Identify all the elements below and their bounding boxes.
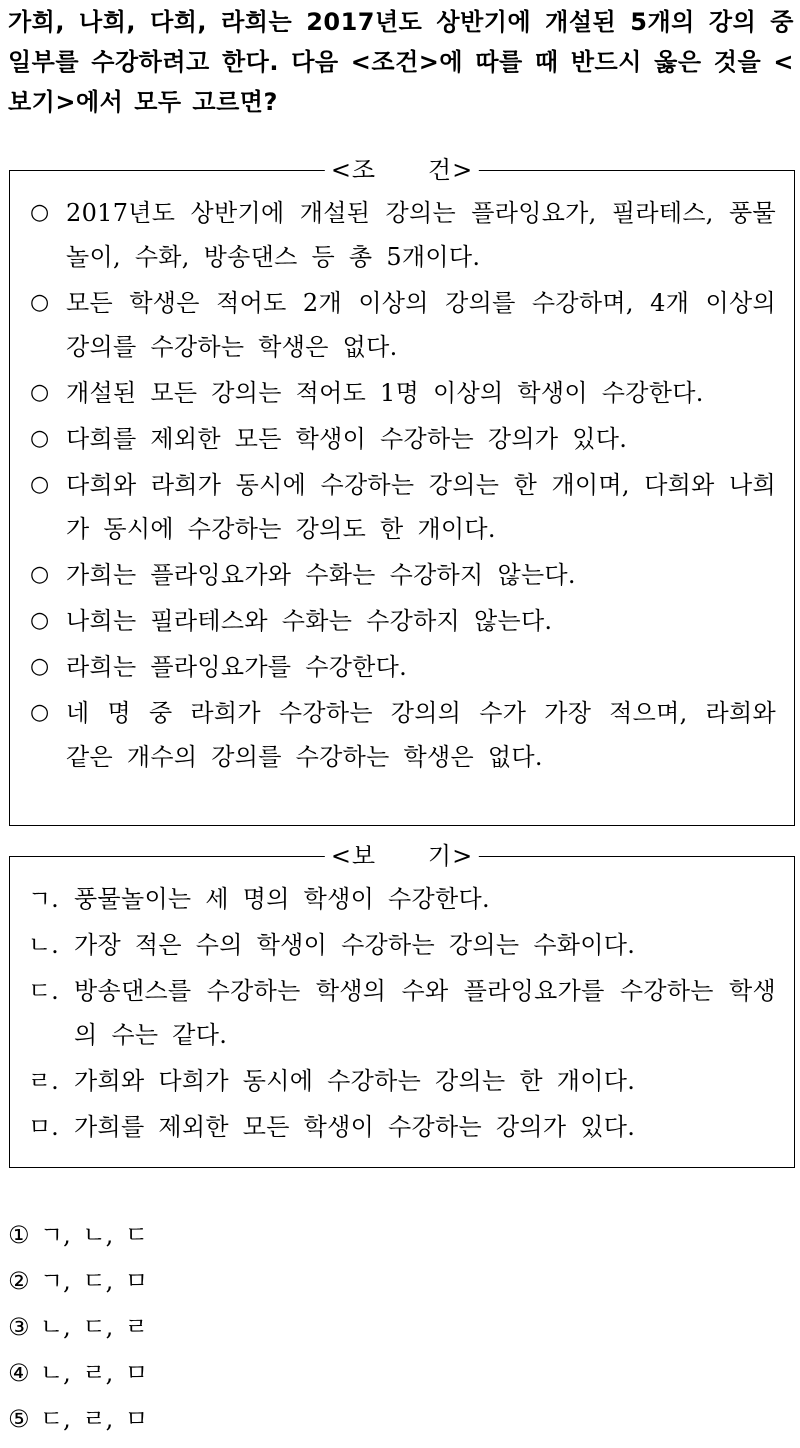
circle-bullet-icon: ○ [30,426,50,451]
circle-bullet-icon: ○ [30,200,50,225]
condition-item [10,463,794,551]
answer-choice-3[interactable] [8,1304,148,1350]
condition-text: 모든 학생은 적어도 2개 이상의 강의를 수강하며, 4개 이상의 강의를 수강하는 학생은 없다. [66,289,776,361]
circle-bullet-icon: ○ [30,472,50,497]
view-item [10,923,794,967]
circle-bullet-icon: ○ [30,290,50,315]
view-item-mark: ㄴ. [28,931,59,959]
view-item [10,877,794,921]
view-item-text: 가희를 제외한 모든 학생이 수강하는 강의가 있다. [74,1113,636,1141]
question-text: 가희, 나희, 다희, 라희는 2017년도 상반기에 개설된 5개의 강의 중 일부를 수강하려고 한다. 다음 <조건>에 따를 때 반드시 옳은 것을 <보기>에서 모두 고르면? [8,8,794,116]
view-title: <보 기> [325,842,479,870]
circle-bullet-icon: ○ [30,562,50,587]
conditions-list [10,191,794,781]
view-item-mark: ㄱ. [28,885,59,913]
choice-text: ㄷ, ㄹ, ㅁ [40,1405,149,1433]
choice-number: ④ [8,1359,30,1387]
condition-item [10,691,794,779]
condition-text: 2017년도 상반기에 개설된 강의는 플라잉요가, 필라테스, 풍물놀이, 수화, 방송댄스 등 총 5개이다. [66,199,776,271]
condition-item [10,191,794,279]
conditions-title: <조 건> [325,156,479,184]
conditions-box [9,156,795,826]
condition-item [10,599,794,643]
view-item [10,969,794,1057]
choice-number: ⑤ [8,1405,30,1433]
answer-choice-4[interactable] [8,1350,148,1396]
answer-choice-2[interactable] [8,1258,148,1304]
answer-choices [8,1212,148,1442]
view-list [10,877,794,1151]
condition-text: 다희와 라희가 동시에 수강하는 강의는 한 개이며, 다희와 나희가 동시에 수강하는 강의도 한 개이다. [66,471,776,543]
choice-number: ② [8,1267,30,1295]
view-item [10,1059,794,1103]
view-item-mark: ㄷ. [28,977,59,1005]
view-item-text: 방송댄스를 수강하는 학생의 수와 플라잉요가를 수강하는 학생의 수는 같다. [74,977,776,1049]
circle-bullet-icon: ○ [30,700,50,725]
condition-text: 개설된 모든 강의는 적어도 1명 이상의 학생이 수강한다. [66,379,704,407]
condition-text: 네 명 중 라희가 수강하는 강의의 수가 가장 적으며, 라희와 같은 개수의 강의를 수강하는 학생은 없다. [66,699,776,771]
condition-text: 가희는 플라잉요가와 수화는 수강하지 않는다. [66,561,576,589]
condition-item [10,553,794,597]
circle-bullet-icon: ○ [30,654,50,679]
choice-number: ① [8,1221,30,1249]
view-item-mark: ㅁ. [28,1113,59,1141]
view-box [9,842,795,1168]
choice-number: ③ [8,1313,30,1341]
view-item-text: 풍물놀이는 세 명의 학생이 수강한다. [74,885,490,913]
view-item-text: 가희와 다희가 동시에 수강하는 강의는 한 개이다. [74,1067,636,1095]
choice-text: ㄱ, ㄴ, ㄷ [40,1221,149,1249]
answer-choice-5[interactable] [8,1396,148,1442]
view-item [10,1105,794,1149]
choice-text: ㄴ, ㄹ, ㅁ [40,1359,149,1387]
choice-text: ㄴ, ㄷ, ㄹ [40,1313,149,1341]
circle-bullet-icon: ○ [30,380,50,405]
condition-item [10,371,794,415]
view-item-text: 가장 적은 수의 학생이 수강하는 강의는 수화이다. [74,931,636,959]
condition-text: 라희는 플라잉요가를 수강한다. [66,653,408,681]
view-item-mark: ㄹ. [28,1067,59,1095]
condition-item [10,417,794,461]
condition-item [10,281,794,369]
circle-bullet-icon: ○ [30,608,50,633]
answer-choice-1[interactable] [8,1212,148,1258]
condition-text: 다희를 제외한 모든 학생이 수강하는 강의가 있다. [66,425,628,453]
choice-text: ㄱ, ㄷ, ㅁ [40,1267,149,1295]
condition-item [10,645,794,689]
condition-text: 나희는 필라테스와 수화는 수강하지 않는다. [66,607,553,635]
